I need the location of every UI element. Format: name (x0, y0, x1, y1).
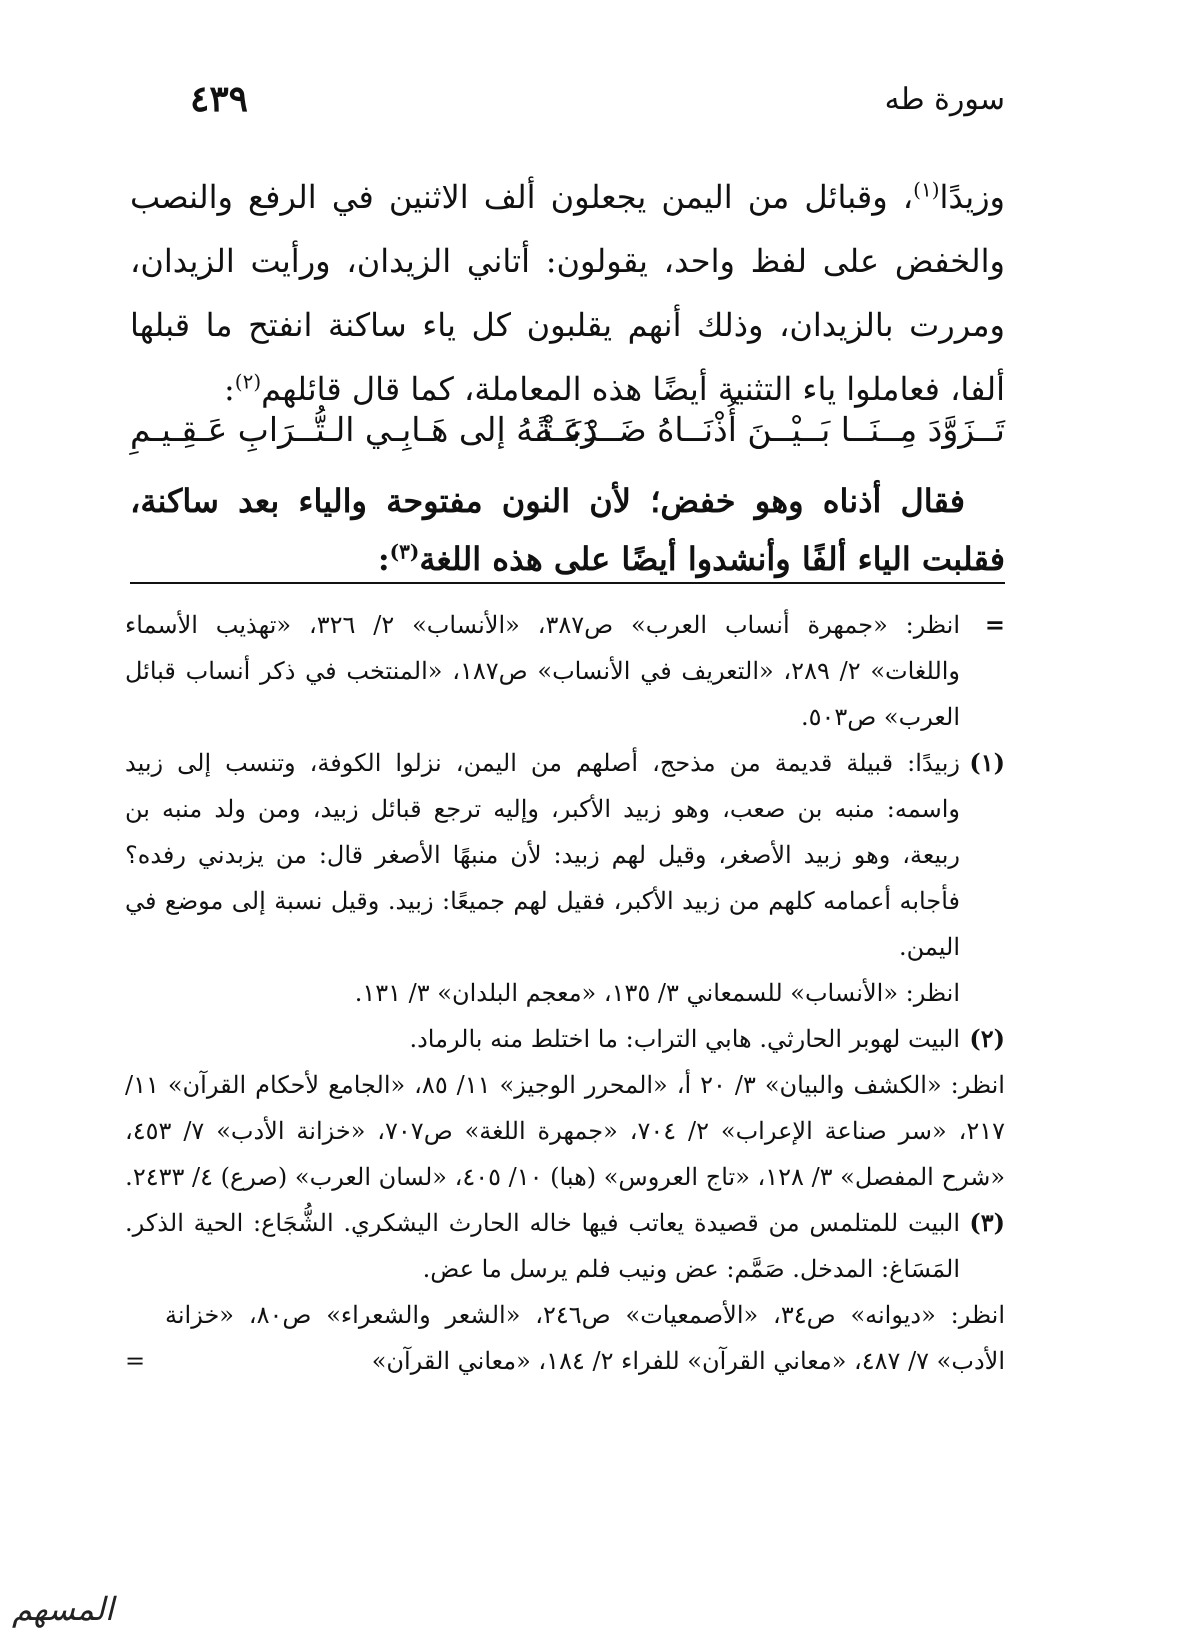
footnote-divider (130, 582, 1005, 584)
continuation-text: انظر: «جمهرة أنساب العرب» ص٣٨٧، «الأنساب» ٢/ ٣٢٦، «تهذيب الأسماء واللغات» ٢/ ٢٨٩، «التعريف في الأنساب» ص١٨٧، «المنتخب في ذكر أنساب قبائل العرب» ص٥٠٣. (125, 611, 961, 731)
continuation-mark: = (984, 610, 1005, 639)
footnote-3-continues-mark: = (125, 1347, 146, 1375)
footnote-2 (125, 1016, 1005, 1062)
footnotes-section (125, 602, 1005, 1384)
main-paragraph (130, 165, 1005, 421)
publisher-logo: المسهم (12, 1590, 114, 1628)
footnote-1 (125, 740, 1005, 970)
footnote-1-text: زبيدًا: قبيلة قديمة من مذحج، أصلهم من اليمن، نزلوا الكوفة، وتنسب إلى زبيد واسمه: منبه بن صعب، وهو زبيد الأكبر، وإليه ترجع قبائل زبيد، ومن ولد منبه بن ربيعة، وهو زبيد الأصغر، وقيل لهم زبيد: لأن منبهًا الأصغر قال: من يزبدني رفده؟ فأجابه أعمامه كلهم من زبيد الأكبر، فقيل لهم جميعًا: زبيد. وقيل نسبة إلى موضع في اليمن. (125, 749, 961, 961)
para2-end: : (377, 540, 390, 578)
paragraph-1 (130, 165, 1005, 421)
footnote-continuation (125, 602, 1005, 740)
footnote-2-mark: (٢) (969, 1024, 1005, 1053)
verse-second-hemistich: دَعَـتْـهُ إلى هَـابِـي الـتُّــرَابِ عَـقِـيـمِ (130, 410, 598, 449)
footnote-2-sources: انظر: «الكشف والبيان» ٣/ ٢٠ أ، «المحرر الوجيز» ١١/ ٨٥، «الجامع لأحكام القرآن» ١١/ ٢١٧، «سر صناعة الإعراب» ٢/ ٧٠٤، «جمهرة اللغة» ص٧٠٧، «خزانة الأدب» ٧/ ٤٥٣، «شرح المفصل» ٣/ ١٢٨، «تاج العروس» (هبا) ١٠/ ٤٠٥، «لسان العرب» (صرع) ٤/ ٢٤٣٣. (125, 1071, 1005, 1191)
page-number: ٤٣٩ (190, 78, 249, 120)
para1-end: : (223, 370, 235, 408)
para1-rest: ، وقبائل من اليمن يجعلون ألف الاثنين في الرفع والنصب والخفض على لفظ واحد، يقولون: أتاني الزيدان، ورأيت الزيدان، ومررت بالزيدان، وذلك أنهم يقلبون كل ياء ساكنة انفتح ما قبلها ألفا، فعاملوا ياء التثنية أيضًا هذه المعاملة، كما قال قائلهم (130, 178, 1005, 408)
running-title: سورة طه (884, 82, 1005, 117)
footnote-2-text: البيت لهوبر الحارثي. هابي التراب: ما اختلط منه بالرماد. (409, 1025, 960, 1053)
footnote-ref-1: (١) (913, 177, 940, 202)
footnote-1-mark: (١) (969, 748, 1005, 777)
footnote-3 (125, 1200, 1005, 1292)
footnote-ref-3: (٣) (389, 539, 420, 564)
paragraph-2 (130, 472, 1005, 588)
para2-text: فقال أذناه وهو خفض؛ لأن النون مفتوحة والياء بعد ساكنة، فقلبت الياء ألفًا وأنشدوا أيضًا على هذه اللغة (130, 482, 1005, 578)
page-header (190, 78, 1005, 132)
footnote-3-text: البيت للمتلمس من قصيدة يعاتب فيها خاله الحارث اليشكري. الشُّجَاع: الحية الذكر. المَسَاغ: المدخل. صَمَّم: عض ونيب فلم يرسل ما عض. (125, 1209, 960, 1283)
footnote-3-sources (125, 1292, 1005, 1384)
poetry-verse (130, 410, 1005, 470)
footnote-3-mark: (٣) (969, 1208, 1005, 1237)
para1-start: وزيدًا (939, 178, 1005, 216)
footnote-1-sources: انظر: «الأنساب» للسمعاني ٣/ ١٣٥، «معجم البلدان» ٣/ ١٣١. (354, 979, 960, 1007)
footnote-ref-2: (٢) (234, 369, 262, 394)
verse-first-hemistich: تَــزَوَّدَ مِــنَــا بَــيْــنَ أُذْنَــاهُ ضَــرْبَــةً (534, 410, 1005, 449)
footnote-3-sources-text: انظر: «ديوانه» ص٣٤، «الأصمعيات» ص٢٤٦، «الشعر والشعراء» ص٨٠، «خزانة الأدب» ٧/ ٤٨٧، «معاني القرآن» للفراء ٢/ ١٨٤، «معاني القرآن» (165, 1301, 1006, 1375)
